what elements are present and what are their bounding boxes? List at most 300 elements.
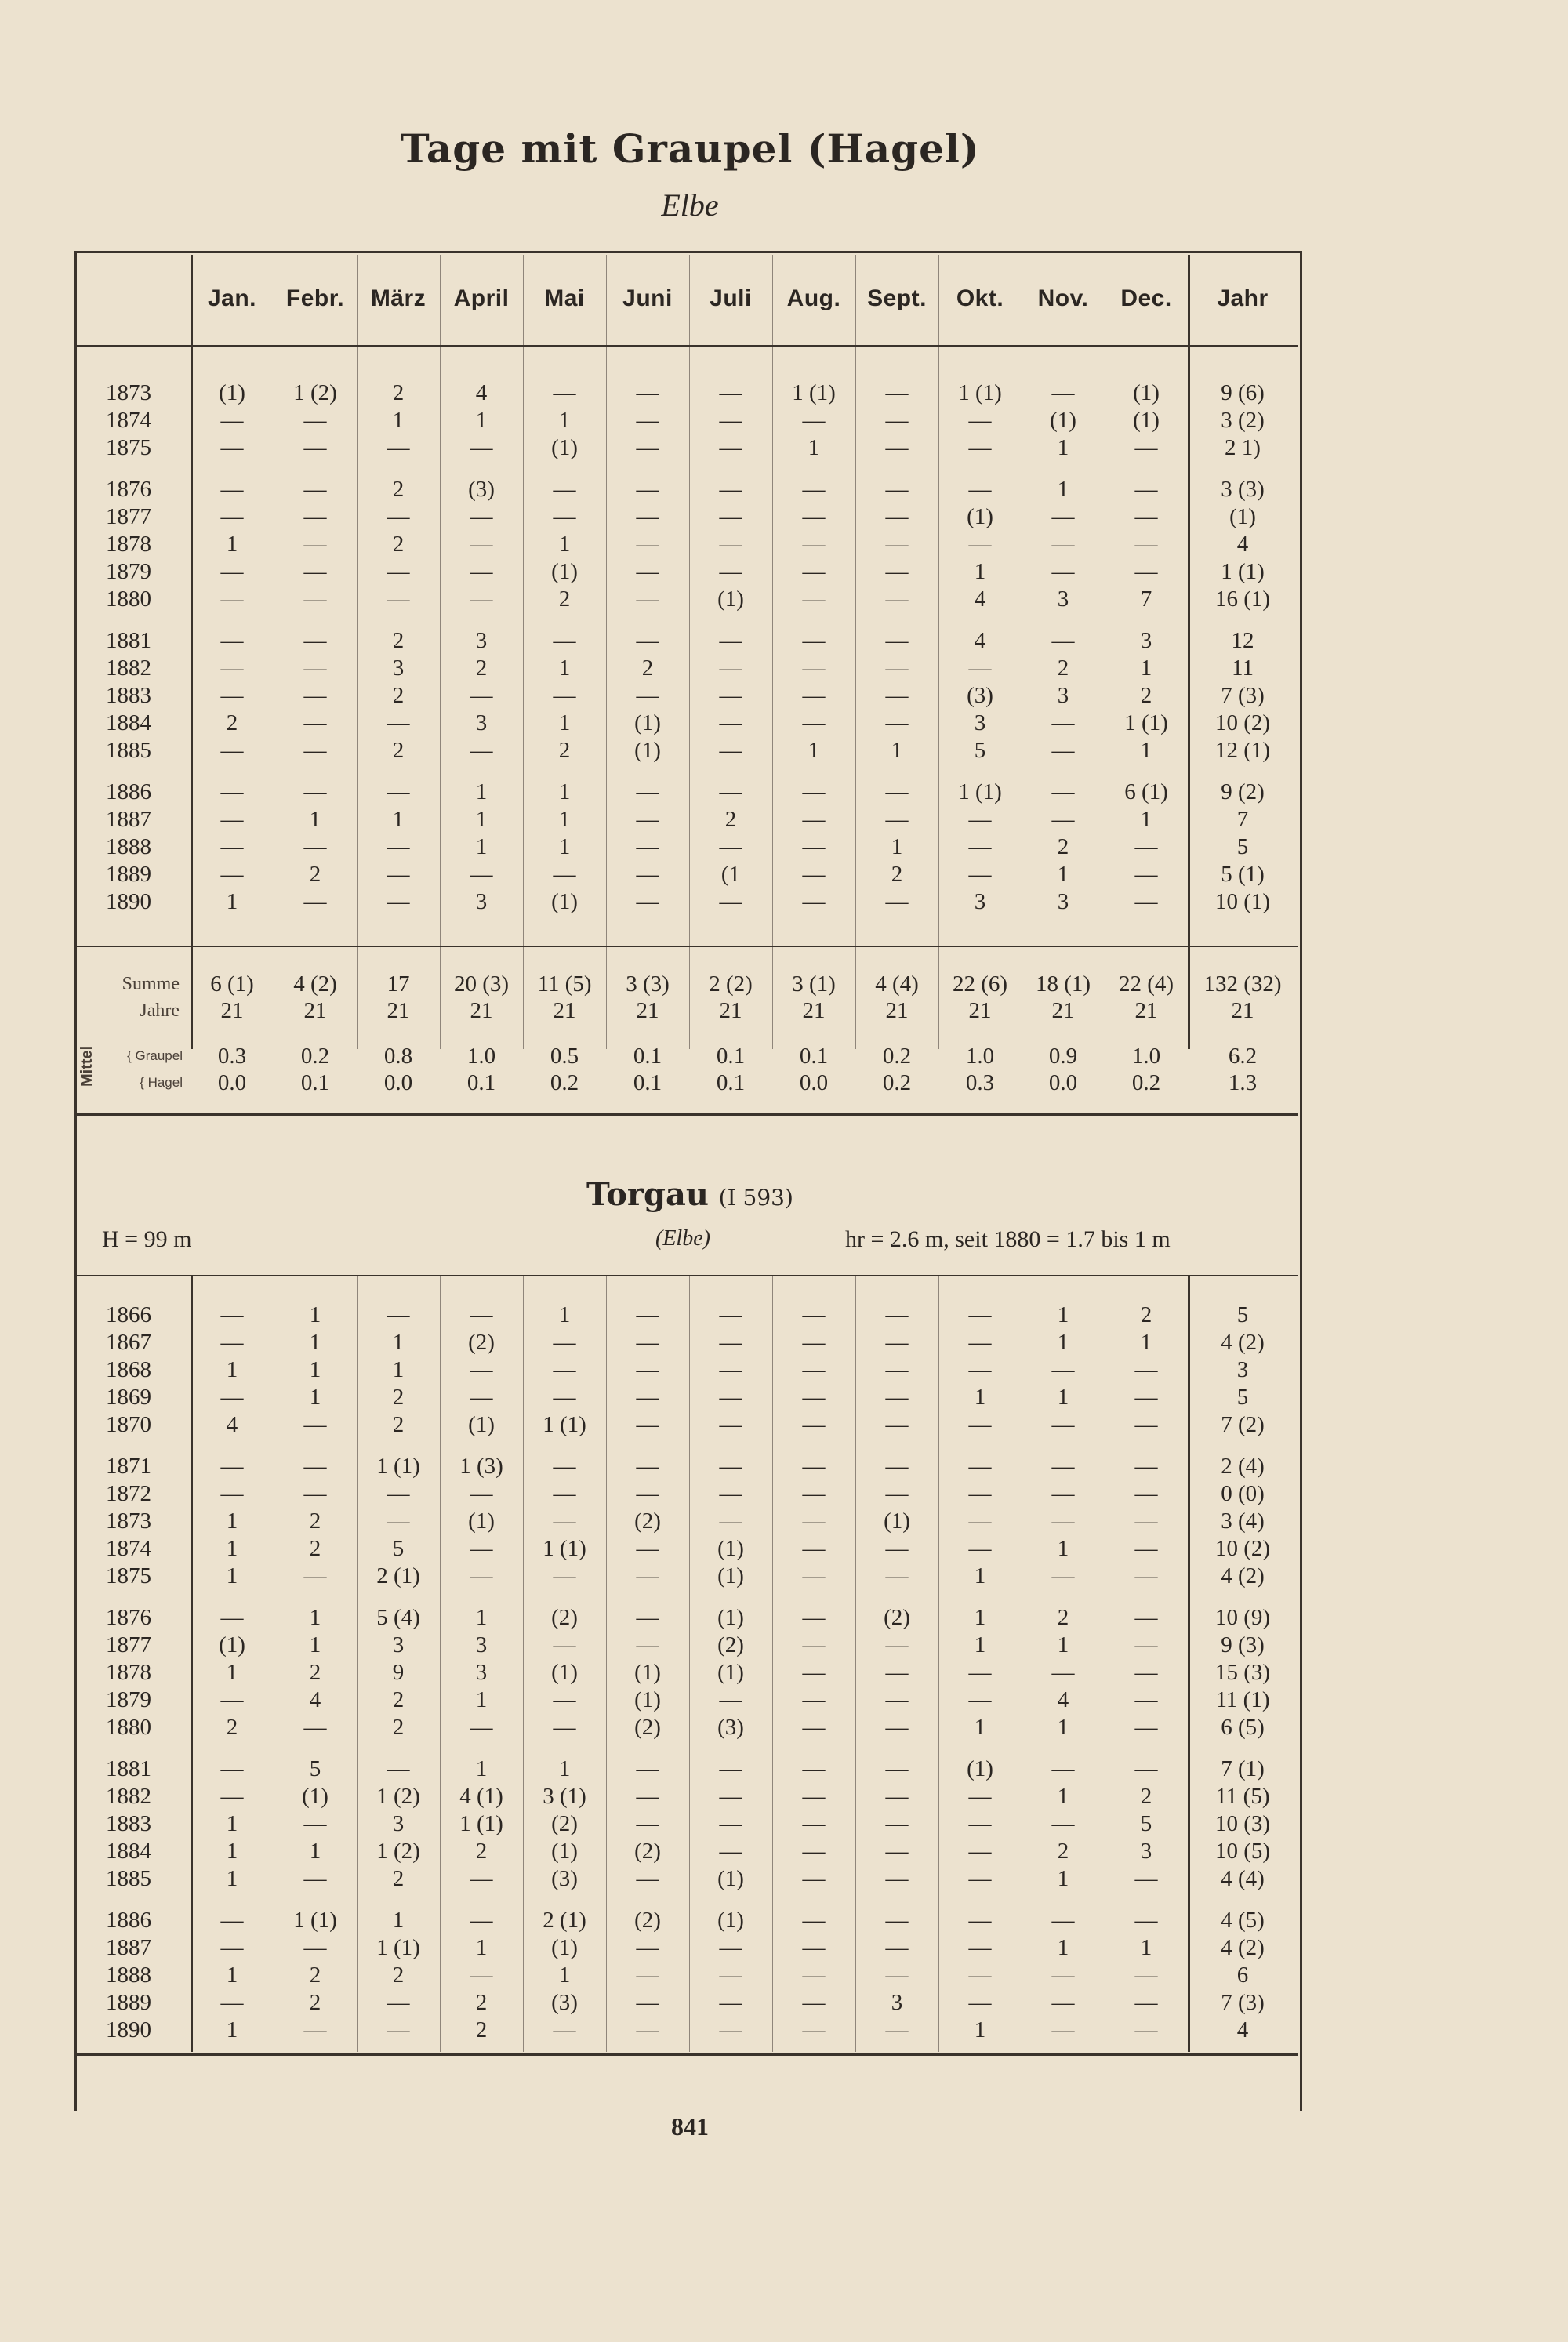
table-cell: — bbox=[470, 683, 493, 708]
table-cell: — bbox=[1134, 1357, 1158, 1382]
table-cell: — bbox=[387, 1481, 410, 1506]
page-number: 841 bbox=[671, 2112, 709, 2140]
table-cell: — bbox=[220, 559, 244, 584]
table-cell: — bbox=[220, 1784, 244, 1809]
table-cell: 1 bbox=[226, 1563, 238, 1589]
column-header: April bbox=[453, 285, 510, 311]
table-cell: — bbox=[885, 1811, 909, 1836]
table-cell: — bbox=[553, 1687, 576, 1712]
summe-cell: 22 (6) bbox=[952, 971, 1008, 997]
table-cell: — bbox=[1134, 834, 1158, 859]
table-cell: — bbox=[802, 532, 826, 557]
table-cell: — bbox=[387, 1302, 410, 1327]
table-cell: — bbox=[802, 655, 826, 681]
table-cell: — bbox=[303, 532, 327, 557]
column-header: Juli bbox=[710, 285, 752, 311]
table-cell: 2 bbox=[475, 2017, 488, 2042]
page-subtitle: Elbe bbox=[661, 187, 719, 223]
table-cell: (1) bbox=[551, 1935, 578, 1960]
year-cell: 1875 bbox=[106, 1563, 151, 1589]
table-cell: (1) bbox=[302, 1784, 328, 1809]
table-rule bbox=[74, 946, 1298, 947]
table-cell: 5 (4) bbox=[376, 1605, 420, 1630]
table-cell: — bbox=[885, 435, 909, 460]
table-cell: — bbox=[470, 862, 493, 887]
jahre-cell: 21 bbox=[470, 997, 493, 1023]
table-cell: — bbox=[968, 1811, 992, 1836]
table-cell: — bbox=[220, 1454, 244, 1479]
table-cell: — bbox=[553, 504, 576, 529]
graupel-cell: 0.1 bbox=[716, 1043, 746, 1069]
table-cell: 3 bbox=[392, 655, 405, 681]
table-cell: 1 bbox=[974, 1715, 986, 1740]
table-cell: — bbox=[719, 683, 742, 708]
table-cell: — bbox=[719, 559, 742, 584]
column-rule bbox=[1188, 1276, 1190, 2052]
table-cell: 1 bbox=[475, 807, 488, 832]
table-cell: — bbox=[802, 1756, 826, 1781]
table-cell: — bbox=[802, 1357, 826, 1382]
table-cell: 1 bbox=[226, 1357, 238, 1382]
table-cell: — bbox=[470, 435, 493, 460]
table-cell: — bbox=[885, 1632, 909, 1658]
table-cell: — bbox=[636, 1454, 659, 1479]
table-cell: — bbox=[303, 504, 327, 529]
table-cell: (1) bbox=[717, 1563, 744, 1589]
year-cell: 1886 bbox=[106, 779, 151, 804]
table-cell: — bbox=[1051, 559, 1075, 584]
column-header: Juni bbox=[622, 285, 673, 311]
table-cell: — bbox=[1051, 1963, 1075, 1988]
table-cell: — bbox=[968, 1412, 992, 1437]
table-cell: (2) bbox=[468, 1330, 495, 1355]
table-cell: 2 bbox=[309, 1990, 321, 2015]
table-cell: — bbox=[968, 1990, 992, 2015]
table-cell: (1) bbox=[468, 1509, 495, 1534]
table-cell: — bbox=[885, 1660, 909, 1685]
hagel-cell: 0.2 bbox=[550, 1069, 579, 1095]
column-rule bbox=[191, 1276, 193, 2052]
summe-cell: 18 (1) bbox=[1035, 971, 1091, 997]
table-cell: — bbox=[303, 1454, 327, 1479]
year-cell: 1872 bbox=[106, 1481, 151, 1506]
table-cell: — bbox=[636, 1412, 659, 1437]
table-cell: — bbox=[220, 1908, 244, 1933]
table-cell: — bbox=[1134, 862, 1158, 887]
column-header: Okt. bbox=[956, 285, 1004, 311]
jahre-cell: 21 bbox=[968, 997, 992, 1023]
hagel-cell: 0.1 bbox=[466, 1069, 496, 1095]
table-cell: (2) bbox=[551, 1811, 578, 1836]
table-cell: 4 bbox=[309, 1687, 321, 1712]
table-cell: — bbox=[1051, 1563, 1075, 1589]
table-cell: — bbox=[885, 559, 909, 584]
table-cell: — bbox=[636, 1330, 659, 1355]
table-cell: — bbox=[1134, 504, 1158, 529]
year-cell: 1886 bbox=[106, 1908, 151, 1933]
column-header: Febr. bbox=[285, 285, 345, 311]
table-cell: — bbox=[220, 655, 244, 681]
table-cell: — bbox=[303, 2017, 327, 2042]
table-cell: 7 (1) bbox=[1221, 1756, 1265, 1781]
table-cell: 3 bbox=[392, 1632, 405, 1658]
table-cell: 11 (5) bbox=[1215, 1784, 1270, 1809]
table-cell: — bbox=[1134, 1687, 1158, 1712]
table-cell: — bbox=[470, 586, 493, 612]
table-cell: — bbox=[636, 862, 659, 887]
table-cell: — bbox=[220, 1302, 244, 1327]
table-cell: 1 bbox=[226, 2017, 238, 2042]
table-cell: — bbox=[802, 1687, 826, 1712]
table-cell: — bbox=[636, 1605, 659, 1630]
table-cell: — bbox=[303, 1563, 327, 1589]
table-cell: — bbox=[885, 586, 909, 612]
table-cell: — bbox=[636, 889, 659, 914]
table-cell: 4 bbox=[974, 628, 986, 653]
table-cell: — bbox=[387, 834, 410, 859]
table-cell: — bbox=[387, 559, 410, 584]
column-rule bbox=[1188, 255, 1190, 1049]
page-title: Tage mit Graupel (Hagel) bbox=[400, 125, 980, 172]
table-cell: 2 bbox=[392, 477, 405, 502]
table-cell: — bbox=[1134, 1563, 1158, 1589]
table-cell: — bbox=[802, 1454, 826, 1479]
table-cell: — bbox=[553, 862, 576, 887]
table-cell: — bbox=[303, 834, 327, 859]
table-cell: 3 bbox=[392, 1811, 405, 1836]
hagel-cell: 0.0 bbox=[383, 1069, 413, 1095]
table-cell: 1 (2) bbox=[376, 1784, 420, 1809]
hagel-cell: 0.2 bbox=[882, 1069, 912, 1095]
table-cell: — bbox=[719, 1330, 742, 1355]
table-cell: 1 (2) bbox=[293, 380, 337, 405]
table-cell: — bbox=[1134, 1963, 1158, 1988]
table-cell: — bbox=[885, 380, 909, 405]
table-cell: — bbox=[802, 807, 826, 832]
table-cell: 1 (2) bbox=[376, 1839, 420, 1864]
table-cell: 1 bbox=[558, 532, 571, 557]
table-cell: 1 bbox=[558, 834, 571, 859]
table-cell: — bbox=[1134, 1412, 1158, 1437]
graupel-cell: 1.0 bbox=[1131, 1043, 1161, 1069]
table-cell: — bbox=[885, 532, 909, 557]
table-cell: — bbox=[885, 1302, 909, 1327]
table-cell: — bbox=[719, 532, 742, 557]
table-cell: 3 (2) bbox=[1221, 408, 1265, 433]
table-cell: — bbox=[470, 1357, 493, 1382]
table-cell: — bbox=[719, 1509, 742, 1534]
table-cell: — bbox=[802, 862, 826, 887]
table-cell: (1) bbox=[717, 1660, 744, 1685]
table-cell: 1 bbox=[309, 1302, 321, 1327]
table-cell: — bbox=[719, 1756, 742, 1781]
table-cell: 1 (1) bbox=[958, 779, 1002, 804]
table-cell: — bbox=[303, 1412, 327, 1437]
table-cell: 1 bbox=[808, 435, 820, 460]
table-cell: 10 (5) bbox=[1214, 1839, 1271, 1864]
table-cell: — bbox=[470, 1866, 493, 1891]
table-cell: — bbox=[636, 834, 659, 859]
year-cell: 1885 bbox=[106, 738, 151, 763]
summe-label: Summe bbox=[122, 973, 180, 994]
torgau-station-title bbox=[0, 1176, 1380, 1213]
table-cell: — bbox=[1051, 1412, 1075, 1437]
table-cell: — bbox=[387, 435, 410, 460]
table-cell: — bbox=[636, 1302, 659, 1327]
torgau-code: (I 593) bbox=[718, 1185, 793, 1211]
summe-cell: 3 (1) bbox=[792, 971, 836, 997]
table-cell: — bbox=[968, 655, 992, 681]
year-cell: 1877 bbox=[106, 1632, 151, 1658]
table-cell: 9 (6) bbox=[1221, 380, 1265, 405]
table-cell: — bbox=[1134, 889, 1158, 914]
table-cell: — bbox=[220, 807, 244, 832]
table-cell: — bbox=[885, 1715, 909, 1740]
table-cell: 1 bbox=[309, 1357, 321, 1382]
year-cell: 1871 bbox=[106, 1454, 151, 1479]
year-cell: 1876 bbox=[106, 1605, 151, 1630]
table-cell: — bbox=[1051, 1454, 1075, 1479]
torgau-height: H = 99 m bbox=[102, 1226, 192, 1252]
table-cell: 1 bbox=[475, 834, 488, 859]
year-cell: 1888 bbox=[106, 834, 151, 859]
year-cell: 1888 bbox=[106, 1963, 151, 1988]
table-cell: 2 bbox=[392, 1963, 405, 1988]
table-cell: 1 bbox=[309, 1839, 321, 1864]
table-cell: 1 bbox=[1057, 1330, 1069, 1355]
table-cell: — bbox=[1134, 1990, 1158, 2015]
table-cell: 1 (1) bbox=[543, 1412, 586, 1437]
table-cell: 1 bbox=[226, 1536, 238, 1561]
table-cell: — bbox=[387, 779, 410, 804]
table-cell: 10 (2) bbox=[1214, 1536, 1271, 1561]
table-cell: — bbox=[885, 408, 909, 433]
hagel-cell: 0.0 bbox=[217, 1069, 247, 1095]
table-cell: 6 (5) bbox=[1221, 1715, 1265, 1740]
jahre-cell: 21 bbox=[553, 997, 576, 1023]
table-cell: — bbox=[885, 889, 909, 914]
table-cell: 5 bbox=[392, 1536, 405, 1561]
hagel-cell: 0.3 bbox=[965, 1069, 995, 1095]
graupel-label: { Graupel bbox=[127, 1048, 183, 1063]
table-cell: (1) bbox=[634, 710, 661, 735]
year-cell: 1882 bbox=[106, 655, 151, 681]
table-cell: 4 bbox=[1236, 2017, 1249, 2042]
hagel-cell: 0.0 bbox=[1048, 1069, 1078, 1095]
table-cell: — bbox=[303, 435, 327, 460]
table-cell: — bbox=[220, 1385, 244, 1410]
table-cell: — bbox=[719, 1990, 742, 2015]
table-cell: — bbox=[220, 862, 244, 887]
hagel-cell: 0.1 bbox=[633, 1069, 662, 1095]
table-cell: — bbox=[885, 1385, 909, 1410]
table-cell: 1 bbox=[558, 655, 571, 681]
year-cell: 1875 bbox=[106, 435, 151, 460]
table-cell: — bbox=[387, 1509, 410, 1534]
table-cell: 4 (2) bbox=[1221, 1563, 1265, 1589]
table-cell: — bbox=[303, 559, 327, 584]
table-cell: — bbox=[1051, 1481, 1075, 1506]
table-cell: — bbox=[636, 1357, 659, 1382]
table-cell: 1 bbox=[392, 807, 405, 832]
jahre-cell: 21 bbox=[802, 997, 826, 1023]
column-rule bbox=[440, 1276, 441, 2052]
table-cell: — bbox=[636, 1481, 659, 1506]
table-cell: 7 bbox=[1236, 807, 1249, 832]
table-cell: — bbox=[802, 1715, 826, 1740]
table-cell: — bbox=[220, 408, 244, 433]
table-cell: 2 bbox=[392, 738, 405, 763]
table-cell: 1 (1) bbox=[792, 380, 836, 405]
table-cell: — bbox=[636, 1866, 659, 1891]
summe-cell: 20 (3) bbox=[453, 971, 510, 997]
hagel-cell: 0.0 bbox=[799, 1069, 829, 1095]
table-cell: 2 (4) bbox=[1221, 1454, 1265, 1479]
table-cell: — bbox=[387, 586, 410, 612]
year-cell: 1873 bbox=[106, 1509, 151, 1534]
table-cell: (1) bbox=[634, 738, 661, 763]
year-cell: 1881 bbox=[106, 1756, 151, 1781]
table-cell: 4 (1) bbox=[459, 1784, 503, 1809]
table-cell: 4 bbox=[226, 1412, 238, 1437]
column-rule bbox=[191, 255, 193, 1049]
hagel-cell: 0.2 bbox=[1131, 1069, 1161, 1095]
table-cell: — bbox=[719, 1412, 742, 1437]
table-cell: 1 bbox=[558, 1963, 571, 1988]
table-cell: 2 bbox=[1057, 834, 1069, 859]
table-cell: (2) bbox=[634, 1839, 661, 1864]
table-cell: — bbox=[636, 1563, 659, 1589]
table-cell: — bbox=[470, 738, 493, 763]
table-cell: (1) bbox=[717, 1866, 744, 1891]
table-cell: — bbox=[802, 1963, 826, 1988]
table-cell: — bbox=[636, 683, 659, 708]
table-cell: — bbox=[885, 504, 909, 529]
table-cell: 1 bbox=[558, 408, 571, 433]
column-rule bbox=[938, 255, 939, 1049]
table-cell: — bbox=[387, 862, 410, 887]
table-cell: 3 bbox=[475, 1660, 488, 1685]
table-cell: — bbox=[719, 1963, 742, 1988]
table-cell: — bbox=[553, 1330, 576, 1355]
table-cell: 1 bbox=[226, 889, 238, 914]
table-cell: — bbox=[1051, 1660, 1075, 1685]
table-cell: — bbox=[719, 1811, 742, 1836]
table-cell: — bbox=[802, 1412, 826, 1437]
table-cell: — bbox=[968, 834, 992, 859]
table-cell: 7 (3) bbox=[1221, 1990, 1265, 2015]
table-cell: 1 bbox=[226, 1509, 238, 1534]
table-cell: — bbox=[636, 779, 659, 804]
table-cell: 1 bbox=[392, 1908, 405, 1933]
table-cell: — bbox=[470, 532, 493, 557]
table-cell: — bbox=[885, 628, 909, 653]
column-rule bbox=[357, 1276, 358, 2052]
table-cell: (1 bbox=[720, 862, 741, 887]
year-cell: 1890 bbox=[106, 889, 151, 914]
year-cell: 1866 bbox=[106, 1302, 151, 1327]
table-cell: — bbox=[220, 504, 244, 529]
year-cell: 1877 bbox=[106, 504, 151, 529]
table-cell: — bbox=[885, 1866, 909, 1891]
column-rule bbox=[440, 255, 441, 1049]
table-cell: — bbox=[719, 1385, 742, 1410]
year-cell: 1884 bbox=[106, 710, 151, 735]
year-cell: 1869 bbox=[106, 1385, 151, 1410]
table-cell: — bbox=[387, 504, 410, 529]
jahre-cell: 21 bbox=[636, 997, 659, 1023]
table-cell: — bbox=[1134, 1385, 1158, 1410]
table-cell: 1 bbox=[1057, 1385, 1069, 1410]
table-cell: — bbox=[387, 710, 410, 735]
table-cell: — bbox=[802, 710, 826, 735]
table-cell: 2 bbox=[392, 380, 405, 405]
table-cell: — bbox=[636, 1385, 659, 1410]
graupel-cell: 0.1 bbox=[799, 1043, 829, 1069]
table-cell: — bbox=[1051, 1908, 1075, 1933]
year-cell: 1887 bbox=[106, 807, 151, 832]
table-cell: 1 bbox=[808, 738, 820, 763]
table-cell: 11 (1) bbox=[1215, 1687, 1270, 1712]
table-cell: 3 (3) bbox=[1221, 477, 1265, 502]
table-cell: 12 (1) bbox=[1214, 738, 1271, 763]
table-cell: — bbox=[470, 504, 493, 529]
table-cell: — bbox=[1134, 1632, 1158, 1658]
year-cell: 1868 bbox=[106, 1357, 151, 1382]
table-cell: 3 bbox=[475, 1632, 488, 1658]
table-cell: — bbox=[553, 1715, 576, 1740]
table-cell: — bbox=[719, 2017, 742, 2042]
table-cell: 1 bbox=[1140, 1330, 1152, 1355]
table-cell: — bbox=[968, 1302, 992, 1327]
year-cell: 1881 bbox=[106, 628, 151, 653]
table-cell: (2) bbox=[634, 1908, 661, 1933]
table-cell: 1 bbox=[558, 779, 571, 804]
table-cell: — bbox=[719, 889, 742, 914]
year-cell: 1885 bbox=[106, 1866, 151, 1891]
summe-cell: 4 (4) bbox=[875, 971, 919, 997]
table-cell: — bbox=[303, 408, 327, 433]
table-cell: — bbox=[1051, 628, 1075, 653]
table-cell: (1) bbox=[551, 435, 578, 460]
table-cell: 4 bbox=[1236, 532, 1249, 557]
table-cell: — bbox=[636, 1632, 659, 1658]
table-cell: — bbox=[719, 1687, 742, 1712]
table-cell: — bbox=[553, 1385, 576, 1410]
table-cell: — bbox=[968, 1357, 992, 1382]
column-rule bbox=[606, 255, 607, 1049]
summe-cell: 3 (3) bbox=[626, 971, 670, 997]
table-cell: 6 bbox=[1236, 1963, 1249, 1988]
table-cell: — bbox=[220, 586, 244, 612]
table-cell: — bbox=[553, 1509, 576, 1534]
jahre-cell: 21 bbox=[1231, 997, 1254, 1023]
table-cell: 2 bbox=[226, 710, 238, 735]
table-cell: — bbox=[636, 532, 659, 557]
table-cell: 4 (2) bbox=[1221, 1935, 1265, 1960]
table-cell: — bbox=[1051, 2017, 1075, 2042]
column-rule bbox=[523, 255, 524, 1049]
table-cell: 4 bbox=[974, 586, 986, 612]
table-cell: — bbox=[1134, 532, 1158, 557]
table-cell: 2 bbox=[392, 1687, 405, 1712]
table-cell: — bbox=[220, 628, 244, 653]
column-header: Jahr bbox=[1217, 285, 1269, 311]
table-cell: 1 bbox=[974, 559, 986, 584]
table-cell: 2 bbox=[475, 1839, 488, 1864]
table-cell: — bbox=[220, 1990, 244, 2015]
summe-cell: 17 bbox=[387, 971, 410, 997]
